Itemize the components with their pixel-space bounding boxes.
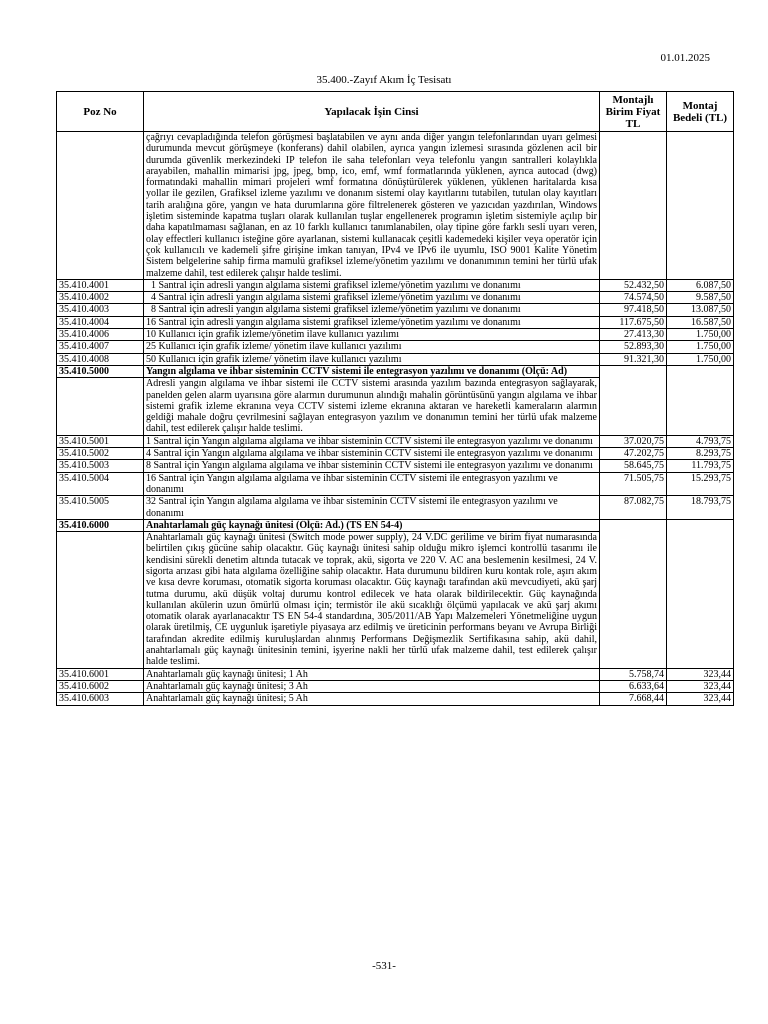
install-price-cell: 1.750,00 [667,353,734,365]
install-price-cell: 323,44 [667,693,734,705]
poz-cell: 35.410.6001 [57,668,144,680]
table-row [57,680,734,692]
description-cell: 1 Santral için Yangın algılama algılama ve ihbar sisteminin CCTV sistemi ile entegrasyon yazılımı ve donanımı [144,435,600,447]
header-unit-price: Montajlı Birim Fiyat TL [600,92,667,132]
table-row [57,693,734,705]
table-row [57,460,734,472]
page-number: -531- [372,960,396,972]
unit-price-cell: 87.082,75 [600,496,667,520]
install-price-cell: 6.087,50 [667,279,734,291]
description-cell: Anahtarlamalı güç kaynağı ünitesi; 1 Ah [144,668,600,680]
group-poz: 35.410.6000 [57,519,144,531]
install-price-cell: 4.793,75 [667,435,734,447]
unit-price-cell: 91.321,30 [600,353,667,365]
unit-price-cell: 52.893,30 [600,341,667,353]
table-row [57,496,734,520]
description-cell: 8 Santral için Yangın algılama algılama ve ihbar sisteminin CCTV sistemi ile entegrasyon yazılımı ve donanımı [144,460,600,472]
description-cell: 50 Kullanıcı için grafik izleme/ yönetim ilave kullanıcı yazılımı [144,353,600,365]
install-price-cell: 8.293,75 [667,448,734,460]
document-date: 01.01.2025 [660,52,710,64]
poz-cell: 35.410.4007 [57,341,144,353]
section-title: 35.400.-Zayıf Akım İç Tesisatı [316,74,452,86]
group-title-row [57,519,734,531]
group-title-row [57,365,734,377]
table-row [57,668,734,680]
table-row [57,448,734,460]
poz-cell: 35.410.5003 [57,460,144,472]
header-install-price: Montaj Bedeli (TL) [667,92,734,132]
poz-cell: 35.410.5005 [57,496,144,520]
unit-price-cell: 97.418,50 [600,304,667,316]
install-price-cell: 9.587,50 [667,292,734,304]
unit-price-cell: 47.202,75 [600,448,667,460]
unit-price-cell: 117.675,50 [600,316,667,328]
unit-price-cell: 7.668,44 [600,693,667,705]
install-price-cell: 13.087,50 [667,304,734,316]
poz-cell: 35.410.4006 [57,329,144,341]
table-header-row [57,92,734,132]
group-poz: 35.410.5000 [57,365,144,377]
group-description: Adresli yangın algılama ve ihbar sistemi ile CCTV sistemi arasında yazılım bazında entegrasyon sağlayarak, panelden gelen alarm uyarısına göre alarmın durumunun alındığı mahalin görüntüsünü yangın algılama ve ihbar sistemi grafik izleme ekranına veya CCTV sistemi izleme ekranına aktaran ve hareketli kameraların alarmın geldiği mahale doğru çevrilmesini sağlayan entegrasyon yazılım ve donanımın temini her türlü ufak malzeme dahil, test edilerek çalışır halde teslimi. [146,378,597,435]
header-poz-no: Poz No [57,92,144,132]
table-row [57,316,734,328]
table-row [57,341,734,353]
table-row [57,304,734,316]
table-row [57,472,734,496]
intro-row [57,132,734,280]
poz-cell: 35.410.6002 [57,680,144,692]
poz-cell: 35.410.6003 [57,693,144,705]
unit-price-cell: 71.505,75 [600,472,667,496]
description-cell: Anahtarlamalı güç kaynağı ünitesi; 3 Ah [144,680,600,692]
description-cell: 32 Santral için Yangın algılama algılama ve ihbar sisteminin CCTV sistemi ile entegrasyon yazılımı ve donanımı [144,496,600,520]
description-cell: 25 Kullanıcı için grafik izleme/ yönetim ilave kullanıcı yazılımı [144,341,600,353]
poz-cell: 35.410.5001 [57,435,144,447]
install-price-cell: 11.793,75 [667,460,734,472]
table-row [57,292,734,304]
group-title: Anahtarlamalı güç kaynağı ünitesi (Ölçü: Ad.) (TS EN 54-4) [144,519,600,531]
install-price-cell: 18.793,75 [667,496,734,520]
group-description: Anahtarlamalı güç kaynağı ünitesi (Switch mode power supply), 24 V.DC gerilime ve birim fiyat numarasında belirtilen çıkış gücüne sahip olacaktır. Güç kaynağı ünitesi sahip olduğu mikro işlemci kontrollü tasarımı ile kendisini sürekli denetim altında tutacak ve toprak, akü, sigorta ve 220 V. AC ana beslemenin kesilmesi, 24 V. sigorta arızası gibi hata algılama özelliğine sahip olacaktır. Hata durumunu bildiren kuru kontak role, aşırı akım ve kısa devre koruması, otomatik sigorta koruması olacaktır. Güç kaynağı tarafından akü mevcudiyeti, akü şarj tutma durumu, akü düşük voltaj durumu kontrol edilecek ve hata olarak bildirilecektir. Güç kaynağında kullanılan akülerin uzun ömürlü olması için; termistör ile akü sıcaklığı ölçümü yapılacak ve akü şarj akımı otomatik olarak ayarlanacaktır TS EN 54-4 standardına, 305/2011/AB Yapı Malzemeleri Yönetmeliğine uygun olarak üretilmiş, CE uygunluk işaretiyle piyasaya arz edilmiş ve üreticinin performans beyanı ve Avrupa Birliği tarafından akredite edilmiş kuruluşlardan alınmış Performans Değişmezlik Sertifikasına sahip, akü dahil, anahtarlamalı güç kaynağı ünitesinin temini, işyerine nakli her türlü ufak malzeme dahil, test edilerek çalışır halde teslimi. [146,532,597,668]
intro-description: çağrıyı cevapladığında telefon görüşmesi başlatabilen ve aynı anda diğer yangın telefonlarından uyarı gelmesi durumunda mevcut görüşmeye (konferans) dahil olabilen, ayrıca yangın izlemesi sırasında gözlenen acil bir durumda güvenlik merkezindeki IP telefon ile saha telefonları veya telefonlu yangın santralleri kolaylıkla arayabilen, mahallin mimarisi jpg, jpeg, bmp, ico, emf, wmf formatlarında yüklenen, ayrıca autocad (dwg) formatındaki mahallin mimari projeleri wmf formatına dönüştürülerek yüklenen, yüklenen haritalarda kısa yollar ile gezilen, Grafiksel izleme yazılımı ve donanım sistemi olay kayıtlarını tutabilen, tutulan olay kayıtları tarih aralığına göre, yangın ve hata durumlarına göre filtrelenerek gösteren ve yazıcıdan yazdırılan, Windows işletim sisteminde kapatma tuşları olarak kullanılan tuşlar engellenerek programın işletim sistemiyle açılıp bir daha kapatılmaması sağlanan, en az 10 farklı kullanıcı tanımlanabilen, olay tipine göre farklı sesli uyarı veren, olay effectleri kullanıcı isteğine göre ayarlanan, sistemi kullanacak çeşitli kademedeki kişiler veya operatör için çok kullanıcılı ve kademeli şifre girişine imkan tanıyan, IPv4 ve IPv6 ile uyumlu, ISO 9001 Kalite Yönetim Sistem belgelerine sahip firma mamulü grafiksel izleme/yönetim yazılımı ve donanımının temini her türlü ufak malzeme dahil, test edilerek çalışır halde teslimi. [146,132,597,279]
description-cell: 10 Kullanıcı için grafik izleme/yönetim ilave kullanıcı yazılımı [144,329,600,341]
poz-cell: 35.410.4001 [57,279,144,291]
poz-cell: 35.410.4002 [57,292,144,304]
poz-cell: 35.410.4004 [57,316,144,328]
poz-cell: 35.410.4003 [57,304,144,316]
description-cell: 16 Santral için adresli yangın algılama sistemi grafiksel izleme/yönetim yazılımı ve donanımı [144,316,600,328]
table-row [57,279,734,291]
unit-price-cell: 27.413,30 [600,329,667,341]
poz-cell: 35.410.5002 [57,448,144,460]
unit-price-cell: 37.020,75 [600,435,667,447]
group-title: Yangın algılama ve ihbar sisteminin CCTV sistemi ile entegrasyon yazılımı ve donanımı (Ölçü: Ad) [144,365,600,377]
description-cell: 1 Santral için adresli yangın algılama sistemi grafiksel izleme/yönetim yazılımı ve donanımı [144,279,600,291]
unit-price-cell: 58.645,75 [600,460,667,472]
description-cell: 4 Santral için adresli yangın algılama sistemi grafiksel izleme/yönetim yazılımı ve donanımı [144,292,600,304]
install-price-cell: 323,44 [667,668,734,680]
poz-cell: 35.410.4008 [57,353,144,365]
description-cell: 4 Santral için Yangın algılama algılama ve ihbar sisteminin CCTV sistemi ile entegrasyon yazılımı ve donanımı [144,448,600,460]
install-price-cell: 1.750,00 [667,341,734,353]
header-work-type: Yapılacak İşin Cinsi [144,92,600,132]
unit-price-cell: 6.633,64 [600,680,667,692]
table-row [57,329,734,341]
poz-cell: 35.410.5004 [57,472,144,496]
unit-price-cell: 74.574,50 [600,292,667,304]
description-cell: 16 Santral için Yangın algılama algılama ve ihbar sisteminin CCTV sistemi ile entegrasyon yazılımı ve donanımı [144,472,600,496]
description-cell: Anahtarlamalı güç kaynağı ünitesi; 5 Ah [144,693,600,705]
unit-price-cell: 5.758,74 [600,668,667,680]
table-row [57,435,734,447]
install-price-cell: 1.750,00 [667,329,734,341]
price-table [56,91,734,706]
description-cell: 8 Santral için adresli yangın algılama sistemi grafiksel izleme/yönetim yazılımı ve donanımı [144,304,600,316]
unit-price-cell: 52.432,50 [600,279,667,291]
install-price-cell: 323,44 [667,680,734,692]
table-row [57,353,734,365]
install-price-cell: 15.293,75 [667,472,734,496]
install-price-cell: 16.587,50 [667,316,734,328]
